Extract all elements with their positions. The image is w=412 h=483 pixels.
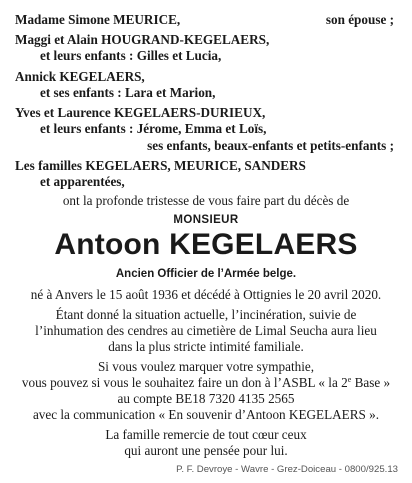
ceremony-line-2: l’inhumation des cendres au cimetière de Limal Seucha aura lieu bbox=[35, 323, 377, 338]
family-line-couple-3: Yves et Laurence KEGELAERS-DURIEUX, bbox=[15, 105, 266, 120]
thanks-line-2: qui auront une pensée pour lui. bbox=[124, 443, 288, 458]
donation-line-1: Si vous voulez marquer votre sympathie, bbox=[97, 359, 315, 374]
honorific-title: MONSIEUR bbox=[173, 214, 239, 226]
donation-line-2-text: vous pouvez si vous le souhaitez faire un don à l’ASBL « la 2 bbox=[21, 375, 348, 390]
donation-superscript: e bbox=[347, 375, 352, 384]
donation-communication: avec la communication « En souvenir d’Antoon KEGELAERS ». bbox=[32, 407, 380, 422]
family-line-person-2: Annick KEGELAERS, bbox=[15, 69, 145, 84]
donation-line-2-end: Base » bbox=[351, 375, 391, 390]
family-line-families: Les familles KEGELAERS, MEURICE, SANDERS bbox=[15, 158, 306, 173]
family-line-couple-1: Maggi et Alain HOUGRAND-KEGELAERS, bbox=[15, 32, 270, 47]
family-line-children-1: et leurs enfants : Gilles et Lucia, bbox=[40, 48, 222, 63]
funeral-home-credit: P. F. Devroye - Wavre - Grez-Doiceau - 0800/925.13 bbox=[176, 464, 398, 475]
family-line-children-3: et leurs enfants : Jérome, Emma et Loïs, bbox=[40, 121, 267, 136]
deceased-role: Ancien Officier de l’Armée belge. bbox=[115, 268, 297, 280]
thanks-line-1: La famille remercie de tout cœur ceux bbox=[105, 427, 307, 442]
dates-line: né à Anvers le 15 août 1936 et décédé à Ottignies le 20 avril 2020. bbox=[30, 287, 382, 302]
deceased-name: Antoon KEGELAERS bbox=[54, 228, 358, 261]
ceremony-line-3: dans la plus stricte intimité familiale. bbox=[108, 339, 304, 354]
announcement-text: ont la profonde tristesse de vous faire part du décès de bbox=[62, 193, 350, 208]
donation-account: au compte BE18 7320 4135 2565 bbox=[117, 391, 295, 406]
family-line-spouse-relation: son épouse ; bbox=[325, 12, 394, 27]
family-line-spouse: Madame Simone MEURICE, bbox=[15, 12, 181, 27]
family-line-grandchildren: ses enfants, beaux-enfants et petits-enfants ; bbox=[147, 138, 394, 153]
family-line-related: et apparentées, bbox=[40, 174, 125, 189]
donation-line-2 bbox=[0, 375, 412, 391]
ceremony-line-1: Étant donné la situation actuelle, l’incinération, suivie de bbox=[55, 307, 357, 322]
family-line-children-2: et ses enfants : Lara et Marion, bbox=[40, 85, 216, 100]
